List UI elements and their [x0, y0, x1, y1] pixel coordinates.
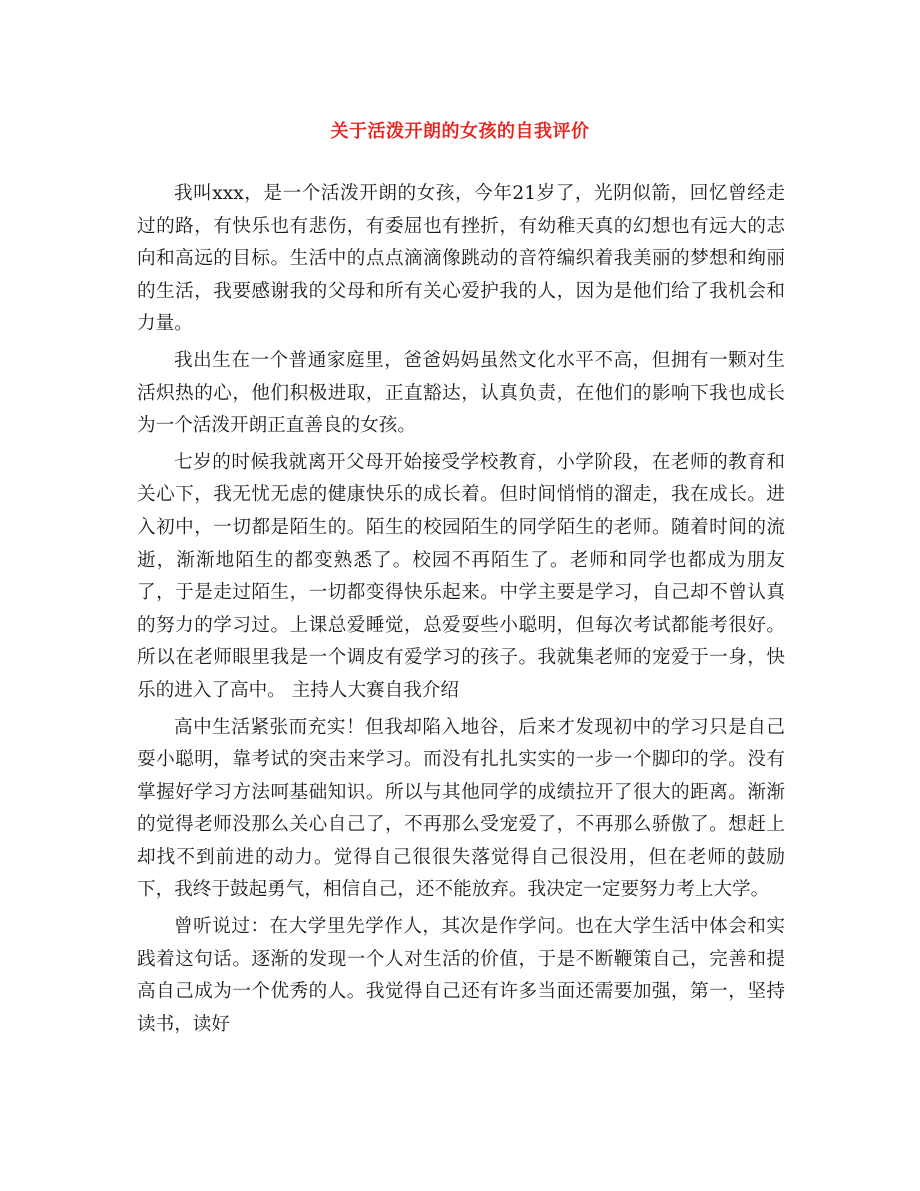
paragraph-3: 七岁的时候我就离开父母开始接受学校教育，小学阶段，在老师的教育和关心下，我无忧无虑的健康快乐的成长着。但时间悄悄的溜走，我在成长。进入初中，一切都是陌生的。陌生的校园陌生的同学陌生的老师。随着时间的流逝，渐渐地陌生的都变熟悉了。校园不再陌生了。老师和同学也都成为朋友了，于是走过陌生，一切都变得快乐起来。中学主要是学习，自己却不曾认真的努力的学习过。上课总爱睡觉，总爱耍些小聪明，但每次考试都能考很好。所以在老师眼里我是一个调皮有爱学习的孩子。我就集老师的宠爱于一身，快乐的进入了高中。 主持人大赛自我介绍 [137, 451, 785, 701]
document-body [137, 178, 785, 1045]
paragraph-5: 曾听说过：在大学里先学作人，其次是作学问。也在大学生活中体会和实践着这句话。逐渐的发现一个人对生活的价值，于是不断鞭策自己，完善和提高自己成为一个优秀的人。我觉得自己还有许多当面还需要加强，第一，坚持读书，读好 [137, 916, 785, 1035]
document-title: 关于活泼开朗的女孩的自我评价 [330, 121, 590, 142]
paragraph-4: 高中生活紧张而充实！但我却陷入地谷，后来才发现初中的学习只是自己耍小聪明，靠考试的突击来学习。而没有扎扎实实的一步一个脚印的学。没有掌握好学习方法呵基础知识。所以与其他同学的成绩拉开了很大的距离。渐渐的觉得老师没那么关心自己了，不再那么受宠爱了，不再那么骄傲了。想赶上却找不到前进的动力。觉得自己很很失落觉得自己很没用，但在老师的鼓励下，我终于鼓起勇气，相信自己，还不能放弃。我决定一定要努力考上大学。 [137, 716, 785, 901]
paragraph-2: 我出生在一个普通家庭里，爸爸妈妈虽然文化水平不高，但拥有一颗对生活炽热的心，他们积极进取，正直豁达，认真负责，在他们的影响下我也成长为一个活泼开朗正直善良的女孩。 [137, 349, 785, 437]
paragraph-1: 我叫xxx，是一个活泼开朗的女孩，今年21岁了，光阴似箭，回忆曾经走过的路，有快乐也有悲伤，有委屈也有挫折，有幼稚天真的幻想也有远大的志向和高远的目标。生活中的点点滴滴像跳动的音符编织着我美丽的梦想和绚丽的生活，我要感谢我的父母和所有关心爱护我的人，因为是他们给了我机会和力量。 [137, 183, 785, 335]
